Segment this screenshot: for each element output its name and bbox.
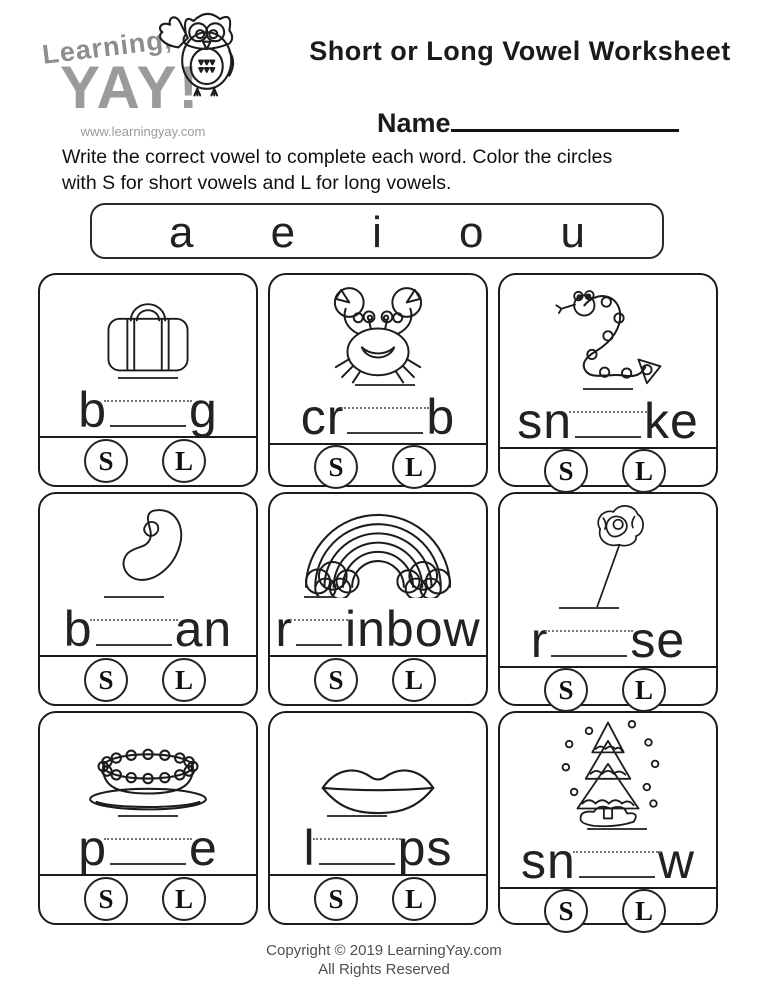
bean-icon — [40, 494, 256, 598]
instructions-line1: Write the correct vowel to complete each word. Color the circles — [62, 146, 613, 168]
word-suffix: ke — [644, 393, 699, 449]
vowel-blank[interactable] — [347, 386, 423, 434]
card-rainbow — [268, 492, 488, 706]
choice-row — [500, 666, 716, 712]
word-prefix: p — [78, 819, 107, 876]
name-label: Name — [377, 108, 451, 138]
word-prefix: r — [275, 600, 293, 657]
logo-url: www.learningyay.com — [80, 124, 206, 139]
site-logo — [38, 18, 263, 143]
long-vowel-circle[interactable]: L — [392, 445, 436, 489]
choice-row — [40, 436, 256, 486]
lips-icon — [270, 713, 486, 817]
footer-rights: All Rights Reserved — [318, 960, 450, 978]
short-vowel-circle[interactable]: S — [314, 658, 358, 702]
choice-row — [40, 655, 256, 705]
instructions-line2: with S for short vowels and L for long vowels. — [62, 172, 452, 195]
footer-copyright: Copyright © 2019 LearningYay.com — [266, 942, 502, 959]
card-lips — [268, 711, 488, 925]
crab-icon — [270, 275, 486, 386]
word-suffix: g — [189, 381, 218, 438]
instructions — [62, 144, 712, 196]
card-pie — [38, 711, 258, 925]
word-prefix: b — [78, 381, 107, 438]
long-vowel-circle[interactable]: L — [622, 449, 666, 493]
short-vowel-circle[interactable]: S — [314, 445, 358, 489]
footer — [0, 942, 768, 980]
short-vowel-circle[interactable]: S — [544, 668, 588, 712]
vowel-blank[interactable] — [579, 830, 655, 878]
word-prefix: l — [303, 819, 316, 876]
name-input-line[interactable] — [451, 103, 679, 132]
short-vowel-circle[interactable]: S — [314, 877, 358, 921]
short-vowel-circle[interactable]: S — [84, 658, 128, 702]
bag-icon — [40, 275, 256, 379]
card-bean — [38, 492, 258, 706]
word-suffix: e — [189, 819, 218, 876]
short-vowel-circle[interactable]: S — [84, 439, 128, 483]
word-prefix: sn — [521, 833, 576, 889]
word-prefix: r — [530, 612, 549, 668]
vowel-blank[interactable] — [110, 817, 186, 865]
word-bag — [40, 379, 256, 436]
vowel-blank[interactable] — [110, 379, 186, 427]
card-bag — [38, 273, 258, 487]
word-suffix: b — [426, 389, 456, 445]
short-vowel-circle[interactable]: S — [544, 449, 588, 493]
vowel-blank[interactable] — [296, 598, 342, 646]
card-rose — [498, 492, 718, 706]
card-grid — [38, 273, 718, 925]
word-bean — [40, 598, 256, 655]
word-pie — [40, 817, 256, 874]
word-prefix: b — [63, 600, 93, 657]
word-rose — [500, 609, 716, 666]
snow-icon — [500, 713, 716, 830]
vowel-u: u — [560, 208, 585, 257]
vowel-blank[interactable] — [551, 609, 627, 657]
card-snow — [498, 711, 718, 925]
word-suffix: se — [630, 612, 686, 668]
vowel-a: a — [169, 208, 194, 257]
word-suffix: an — [174, 600, 233, 657]
word-lips — [270, 817, 486, 874]
logo-text-yay: YAY! — [60, 54, 201, 121]
rose-icon — [500, 494, 716, 609]
vowel-o: o — [458, 208, 484, 257]
choice-row — [500, 887, 716, 933]
vowel-blank[interactable] — [96, 598, 172, 646]
word-prefix: sn — [517, 393, 572, 449]
choice-row — [270, 655, 486, 705]
word-suffix: ps — [397, 819, 453, 876]
word-crab — [270, 386, 486, 443]
word-rainbow — [270, 598, 486, 655]
logo-text-learning: Learning, — [40, 24, 174, 70]
word-prefix: cr — [300, 389, 345, 445]
word-suffix: inbow — [345, 600, 481, 657]
long-vowel-circle[interactable]: L — [162, 439, 206, 483]
vowel-blank[interactable] — [575, 390, 641, 438]
vowel-blank[interactable] — [319, 817, 395, 865]
long-vowel-circle[interactable]: L — [622, 889, 666, 933]
vowel-bank — [90, 203, 664, 259]
word-suffix: w — [657, 833, 695, 889]
word-snow — [500, 830, 716, 887]
card-snake — [498, 273, 718, 487]
vowel-e: e — [270, 208, 296, 257]
vowel-i: i — [372, 208, 382, 257]
long-vowel-circle[interactable]: L — [162, 658, 206, 702]
pie-icon — [40, 713, 256, 817]
choice-row — [40, 874, 256, 924]
long-vowel-circle[interactable]: L — [392, 658, 436, 702]
short-vowel-circle[interactable]: S — [84, 877, 128, 921]
choice-row — [500, 447, 716, 493]
rainbow-icon — [270, 494, 486, 598]
short-vowel-circle[interactable]: S — [544, 889, 588, 933]
snake-icon — [500, 275, 716, 390]
choice-row — [270, 874, 486, 924]
long-vowel-circle[interactable]: L — [622, 668, 666, 712]
page-title: Short or Long Vowel Worksheet — [309, 36, 731, 66]
owl-icon — [150, 4, 254, 107]
long-vowel-circle[interactable]: L — [392, 877, 436, 921]
long-vowel-circle[interactable]: L — [162, 877, 206, 921]
word-snake — [500, 390, 716, 447]
card-crab — [268, 273, 488, 487]
choice-row — [270, 443, 486, 489]
